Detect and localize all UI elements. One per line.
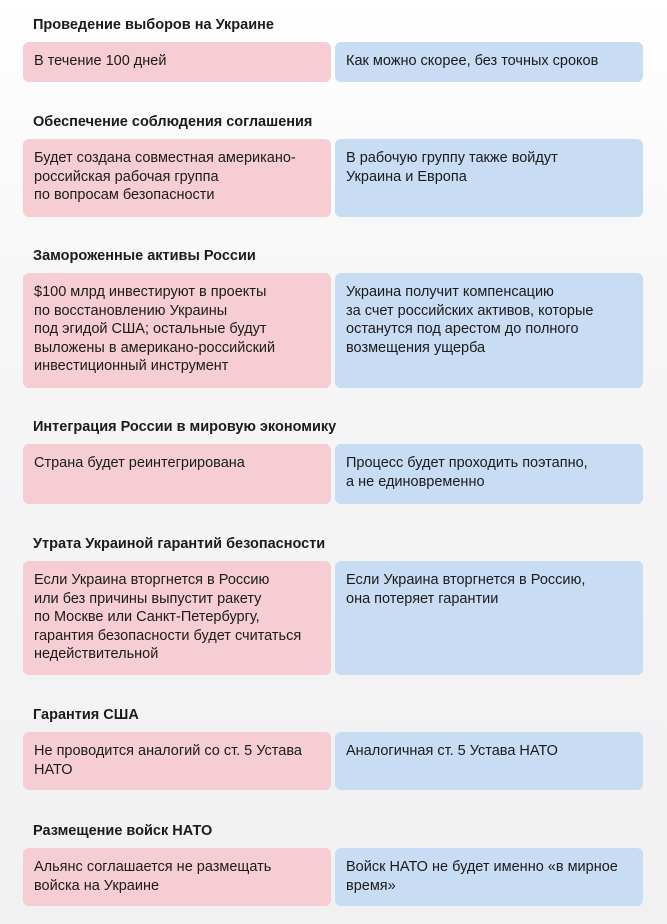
card-line: время»	[346, 877, 396, 894]
left-card	[23, 444, 331, 504]
card-line: инвестиционный инструмент	[34, 358, 229, 374]
section-title: Интеграция России в мировую экономику	[33, 419, 337, 435]
card-line: В течение 100 дней	[34, 53, 167, 69]
left-card	[23, 273, 331, 388]
right-card	[335, 139, 643, 217]
card-line: Украина получит компенсацию	[346, 284, 554, 300]
card-line: российская рабочая группа	[34, 168, 219, 185]
card-line: за счет российских активов, которые	[346, 302, 594, 319]
section-title: Размещение войск НАТО	[33, 823, 213, 839]
section-title: Обеспечение соблюдения соглашения	[33, 114, 313, 130]
card-line: войска на Украине	[34, 877, 160, 894]
card-line: выложены в американо-российский	[34, 339, 276, 356]
card-line: Процесс будет проходить поэтапно,	[346, 455, 588, 471]
card-line: недействительной	[34, 646, 159, 662]
left-card	[23, 732, 331, 790]
right-card	[335, 848, 643, 906]
card-line: Если Украина вторгнется в Россию,	[346, 572, 586, 588]
card-line: НАТО	[34, 761, 73, 778]
card-line: по вопросам безопасности	[34, 187, 215, 203]
card-line: Украина и Европа	[346, 168, 467, 185]
card-line: по восстановлению Украины	[34, 302, 228, 319]
left-card	[23, 139, 331, 217]
card-line: возмещения ущерба	[346, 339, 486, 356]
card-line: а не единовременно	[346, 473, 485, 490]
card-line: Будет создана совместная американо-	[34, 150, 296, 166]
card-line: $100 млрд инвестируют в проекты	[34, 284, 267, 300]
card-line: она потеряет гарантии	[346, 590, 499, 607]
card-line: Если Украина вторгнется в Россию	[34, 572, 270, 588]
right-card	[335, 561, 643, 675]
card-line: Как можно скорее, без точных сроков	[346, 53, 599, 69]
card-line: по Москве или Санкт-Петербургу,	[34, 609, 260, 625]
right-card	[335, 273, 643, 388]
section-title: Замороженные активы России	[33, 248, 256, 264]
right-card	[335, 42, 643, 82]
card-line: Страна будет реинтегрирована	[34, 455, 245, 471]
card-line: Войск НАТО не будет именно «в мирное	[346, 859, 618, 875]
left-card	[23, 848, 331, 906]
section-title: Гарантия США	[33, 707, 139, 723]
card-line: Не проводится аналогий со ст. 5 Устава	[34, 743, 302, 759]
card-line: гарантия безопасности будет считаться	[34, 627, 302, 644]
card-line: В рабочую группу также войдут	[346, 150, 558, 166]
card-line: или без причины выпустит ракету	[34, 590, 262, 607]
card-line: останутся под арестом до полного	[346, 321, 579, 337]
right-card	[335, 732, 643, 790]
card-line: Альянс соглашается не размещать	[34, 859, 272, 875]
section-title: Утрата Украиной гарантий безопасности	[33, 536, 326, 552]
left-card	[23, 42, 331, 82]
right-card	[335, 444, 643, 504]
left-card	[23, 561, 331, 675]
card-line: под эгидой США; остальные будут	[34, 321, 267, 337]
section-title: Проведение выборов на Украине	[33, 17, 274, 33]
card-line: Аналогичная ст. 5 Устава НАТО	[346, 743, 558, 759]
